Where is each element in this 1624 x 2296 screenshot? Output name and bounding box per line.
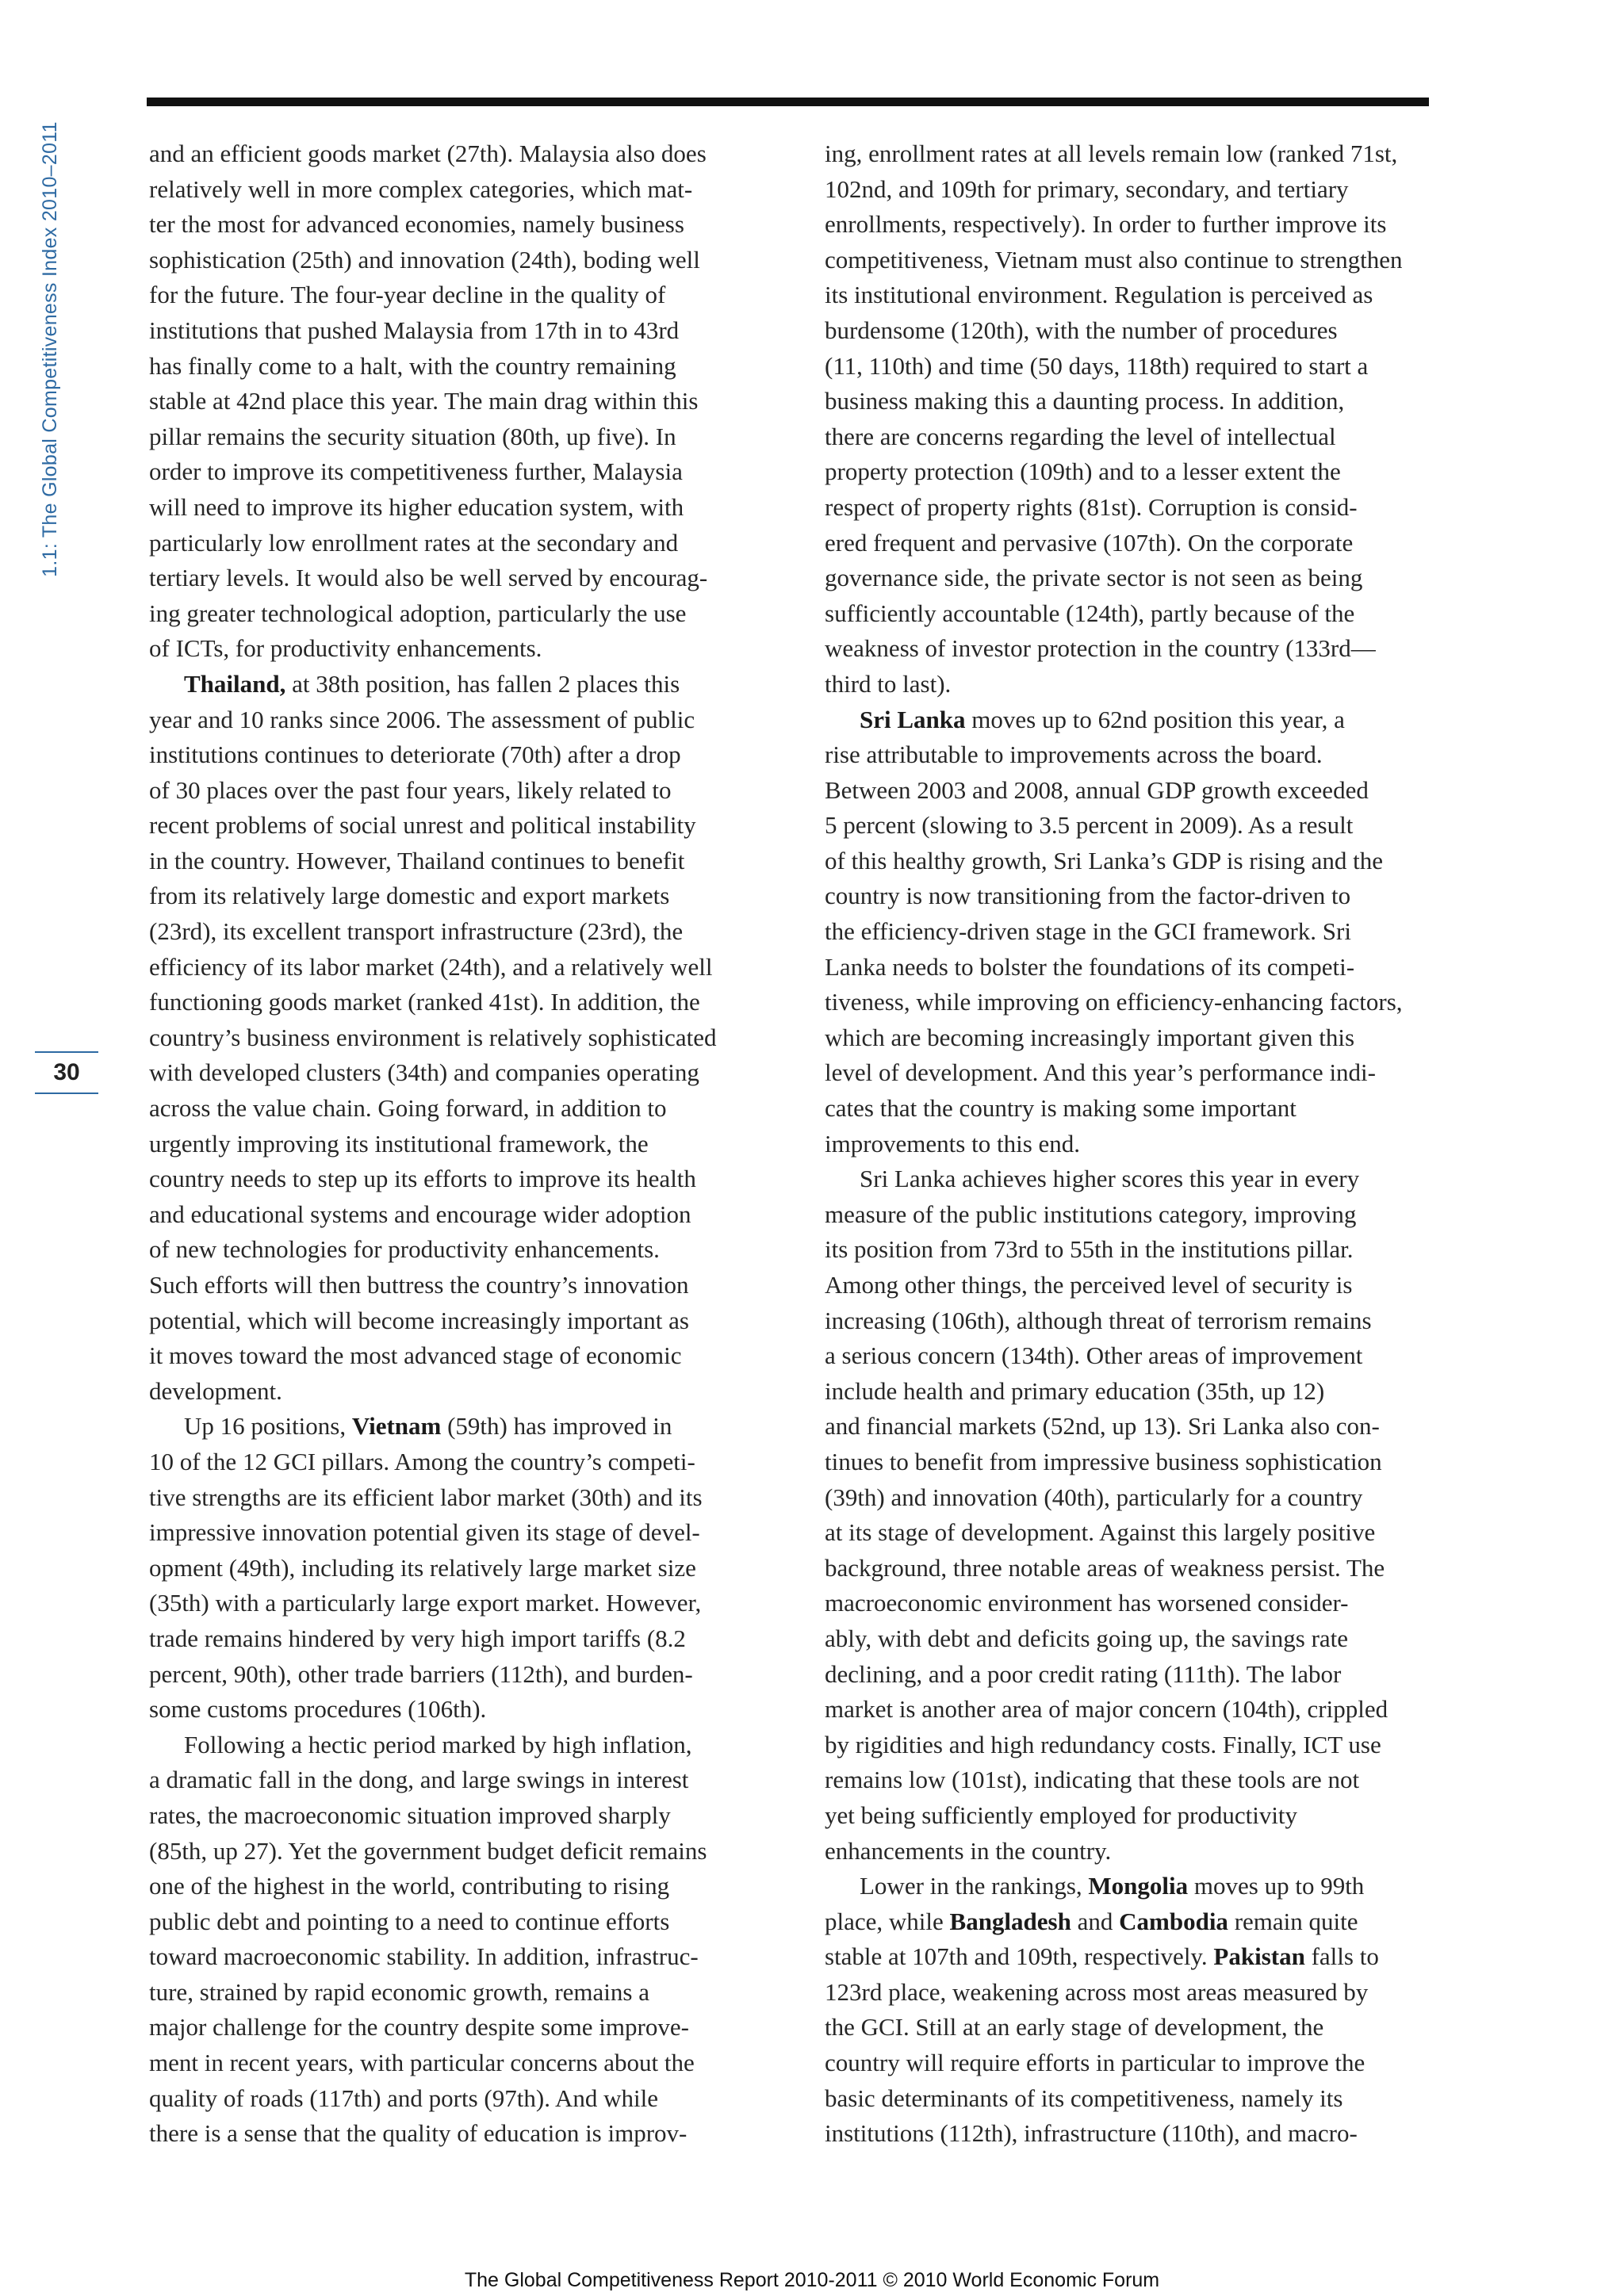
text-segment: Lanka needs to bolster the foundations of its competi- bbox=[825, 952, 1355, 981]
copyright-footer: The Global Competitiveness Report 2010-2011 © 2010 World Economic Forum bbox=[464, 2269, 1160, 2291]
text-segment: remain quite bbox=[1228, 1907, 1358, 1935]
text-segment: 123rd place, weakening across most areas measured by bbox=[825, 1977, 1369, 2006]
text-segment: tertiary levels. It would also be well served by encourag- bbox=[149, 564, 708, 592]
text-line bbox=[149, 1515, 776, 1551]
text-line bbox=[825, 1904, 1451, 1940]
text-segment: 102nd, and 109th for primary, secondary, and tertiary bbox=[825, 174, 1349, 203]
text-segment: in the country. However, Thailand continues to benefit bbox=[149, 846, 685, 874]
text-segment: Between 2003 and 2008, annual GDP growth exceeded bbox=[825, 775, 1369, 804]
text-line bbox=[825, 844, 1451, 879]
text-line bbox=[149, 844, 776, 879]
text-segment: of new technologies for productivity enhancements. bbox=[149, 1235, 660, 1264]
text-line bbox=[149, 2116, 776, 2152]
text-line bbox=[149, 808, 776, 844]
text-line bbox=[149, 1939, 776, 1975]
text-line bbox=[149, 985, 776, 1020]
text-line bbox=[825, 526, 1451, 561]
text-line bbox=[825, 1975, 1451, 2011]
text-line bbox=[149, 349, 776, 385]
text-segment: functioning goods market (ranked 41st). In addition, the bbox=[149, 988, 700, 1016]
text-segment: property protection (109th) and to a lesser extent the bbox=[825, 457, 1341, 486]
text-line bbox=[149, 878, 776, 914]
text-segment: recent problems of social unrest and political instability bbox=[149, 811, 696, 840]
text-segment: ture, strained by rapid economic growth, remains a bbox=[149, 1977, 649, 2006]
text-line bbox=[149, 631, 776, 667]
text-line bbox=[149, 1480, 776, 1516]
text-line bbox=[149, 384, 776, 419]
text-segment: Such efforts will then buttress the country’s innovation bbox=[149, 1271, 689, 1299]
text-line bbox=[825, 1338, 1451, 1374]
text-line bbox=[149, 1303, 776, 1339]
text-segment: country’s business environment is relatively sophisticated bbox=[149, 1023, 717, 1051]
text-line bbox=[825, 631, 1451, 667]
text-line bbox=[825, 596, 1451, 632]
text-line bbox=[149, 1692, 776, 1728]
text-segment: of ICTs, for productivity enhancements. bbox=[149, 634, 542, 663]
text-line bbox=[149, 914, 776, 950]
text-line bbox=[825, 1020, 1451, 1056]
bold-country-name: Thailand, bbox=[184, 669, 286, 698]
text-segment: institutions (112th), infrastructure (110th), and macro- bbox=[825, 2119, 1358, 2148]
text-segment: enhancements in the country. bbox=[825, 1836, 1112, 1865]
text-segment: at 38th position, has fallen 2 places this bbox=[285, 669, 680, 698]
text-line bbox=[149, 419, 776, 455]
text-segment: from its relatively large domestic and export markets bbox=[149, 882, 670, 910]
text-segment: basic determinants of its competitiveness, namely its bbox=[825, 2084, 1343, 2112]
text-segment: and financial markets (52nd, up 13). Sri Lanka also con- bbox=[825, 1412, 1380, 1441]
top-rule bbox=[147, 98, 1429, 106]
text-segment: stable at 107th and 109th, respectively. bbox=[825, 1942, 1214, 1971]
text-line bbox=[825, 1055, 1451, 1091]
text-line bbox=[825, 808, 1451, 844]
text-line bbox=[825, 207, 1451, 243]
text-segment: the GCI. Still at an early stage of development, the bbox=[825, 2013, 1324, 2042]
bold-country-name: Sri Lanka bbox=[860, 705, 966, 733]
text-segment: ment in recent years, with particular concerns about the bbox=[149, 2049, 695, 2077]
left-column bbox=[149, 136, 776, 2152]
text-line bbox=[825, 1657, 1451, 1693]
text-line bbox=[825, 914, 1451, 950]
text-line bbox=[149, 561, 776, 596]
text-segment: impressive innovation potential given its stage of devel- bbox=[149, 1518, 700, 1547]
text-segment: improvements to this end. bbox=[825, 1129, 1081, 1158]
text-line bbox=[149, 2081, 776, 2117]
text-line bbox=[825, 349, 1451, 385]
text-segment: Lower in the rankings, bbox=[860, 1872, 1089, 1900]
bold-country-name: Bangladesh bbox=[949, 1907, 1071, 1935]
text-line bbox=[825, 1161, 1451, 1197]
text-segment: sufficiently accountable (124th), partly because of the bbox=[825, 599, 1355, 627]
text-line bbox=[825, 985, 1451, 1020]
text-line bbox=[825, 1834, 1451, 1869]
text-line bbox=[825, 1445, 1451, 1480]
text-line bbox=[149, 526, 776, 561]
text-segment: and an efficient goods market (27th). Malaysia also does bbox=[149, 140, 707, 167]
text-segment: trade remains hindered by very high import tariffs (8.2 bbox=[149, 1624, 686, 1652]
text-line bbox=[149, 1657, 776, 1693]
text-segment: percent, 90th), other trade barriers (112th), and burden- bbox=[149, 1659, 693, 1688]
text-line bbox=[825, 1197, 1451, 1233]
text-segment: enrollments, respectively). In order to further improve its bbox=[825, 210, 1387, 239]
text-line bbox=[149, 1869, 776, 1904]
text-segment: remains low (101st), indicating that these tools are not bbox=[825, 1766, 1360, 1794]
text-segment: rates, the macroeconomic situation improved sharply bbox=[149, 1800, 671, 1829]
text-segment: institutions that pushed Malaysia from 17th in to 43rd bbox=[149, 316, 680, 344]
text-segment: urgently improving its institutional framework, the bbox=[149, 1129, 649, 1158]
text-segment: measure of the public institutions category, improving bbox=[825, 1200, 1357, 1228]
text-segment: sophistication (25th) and innovation (24th), boding well bbox=[149, 245, 700, 274]
text-segment: yet being sufficiently employed for productivity bbox=[825, 1800, 1298, 1829]
text-segment: place, while bbox=[825, 1907, 950, 1935]
text-line bbox=[149, 1338, 776, 1374]
text-segment: development. bbox=[149, 1376, 282, 1405]
text-segment: governance side, the private sector is not seen as being bbox=[825, 564, 1363, 592]
text-line bbox=[149, 243, 776, 278]
text-segment: weakness of investor protection in the country (133rd— bbox=[825, 634, 1376, 663]
text-segment: level of development. And this year’s performance indi- bbox=[825, 1058, 1376, 1087]
bold-country-name: Vietnam bbox=[351, 1412, 442, 1441]
text-line bbox=[149, 1728, 776, 1763]
text-segment: (39th) and innovation (40th), particularly for a country bbox=[825, 1483, 1363, 1511]
text-segment: there is a sense that the quality of education is improv- bbox=[149, 2119, 688, 2148]
text-segment: pillar remains the security situation (80th, up five). In bbox=[149, 422, 676, 450]
text-line bbox=[149, 1020, 776, 1056]
text-segment: country is now transitioning from the factor-driven to bbox=[825, 882, 1351, 910]
text-line bbox=[825, 773, 1451, 809]
text-segment: quality of roads (117th) and ports (97th). And while bbox=[149, 2084, 658, 2112]
text-segment: (85th, up 27). Yet the government budget deficit remains bbox=[149, 1836, 707, 1865]
bold-country-name: Pakistan bbox=[1213, 1942, 1305, 1971]
text-line bbox=[149, 1762, 776, 1798]
bold-country-name: Mongolia bbox=[1088, 1872, 1189, 1900]
text-line bbox=[825, 1374, 1451, 1410]
text-line bbox=[825, 737, 1451, 773]
text-line bbox=[825, 1621, 1451, 1657]
text-line bbox=[149, 1161, 776, 1197]
text-segment: across the value chain. Going forward, in addition to bbox=[149, 1094, 667, 1123]
text-line bbox=[825, 667, 1451, 702]
text-segment: tiveness, while improving on efficiency-enhancing factors, bbox=[825, 988, 1403, 1016]
text-segment: moves up to 99th bbox=[1188, 1872, 1365, 1900]
text-segment: market is another area of major concern (104th), crippled bbox=[825, 1695, 1388, 1724]
text-segment: toward macroeconomic stability. In addition, infrastruc- bbox=[149, 1942, 699, 1971]
text-line bbox=[825, 277, 1451, 313]
text-line bbox=[825, 172, 1451, 208]
text-line bbox=[825, 2010, 1451, 2045]
text-line bbox=[825, 454, 1451, 490]
text-line bbox=[149, 596, 776, 632]
text-segment: Sri Lanka achieves higher scores this year in every bbox=[860, 1165, 1360, 1193]
text-line bbox=[149, 2010, 776, 2045]
text-line bbox=[825, 950, 1451, 985]
text-segment: public debt and pointing to a need to continue efforts bbox=[149, 1907, 670, 1935]
text-line bbox=[149, 950, 776, 985]
text-line bbox=[149, 2045, 776, 2081]
text-line bbox=[149, 1232, 776, 1268]
text-segment: and educational systems and encourage wider adoption bbox=[149, 1200, 691, 1228]
text-segment: by rigidities and high redundancy costs. Finally, ICT use bbox=[825, 1730, 1381, 1758]
text-line bbox=[149, 313, 776, 349]
text-segment: one of the highest in the world, contributing to rising bbox=[149, 1872, 670, 1900]
text-line bbox=[149, 1127, 776, 1162]
text-segment: opment (49th), including its relatively large market size bbox=[149, 1553, 696, 1582]
text-segment: has finally come to a halt, with the country remaining bbox=[149, 351, 676, 380]
text-line bbox=[149, 1055, 776, 1091]
bold-country-name: Cambodia bbox=[1119, 1907, 1228, 1935]
text-line bbox=[825, 1091, 1451, 1127]
text-line bbox=[149, 490, 776, 526]
text-line bbox=[825, 1127, 1451, 1162]
text-segment: ter the most for advanced economies, namely business bbox=[149, 210, 684, 239]
text-segment: with developed clusters (34th) and companies operating bbox=[149, 1058, 699, 1087]
text-line bbox=[149, 1551, 776, 1586]
text-segment: competitiveness, Vietnam must also continue to strengthen bbox=[825, 245, 1403, 274]
text-line bbox=[825, 1869, 1451, 1904]
text-line bbox=[825, 1692, 1451, 1728]
text-segment: country needs to step up its efforts to improve its health bbox=[149, 1165, 696, 1193]
text-line bbox=[825, 384, 1451, 419]
text-line bbox=[149, 773, 776, 809]
text-line bbox=[149, 702, 776, 738]
text-segment: (23rd), its excellent transport infrastructure (23rd), the bbox=[149, 917, 684, 946]
text-line bbox=[149, 1798, 776, 1834]
text-line bbox=[149, 1621, 776, 1657]
text-line bbox=[825, 243, 1451, 278]
text-line bbox=[149, 454, 776, 490]
text-segment: macroeconomic environment has worsened consider- bbox=[825, 1589, 1349, 1617]
text-segment: third to last). bbox=[825, 669, 952, 698]
text-segment: country will require efforts in particular to improve the bbox=[825, 2049, 1365, 2077]
text-segment: (59th) has improved in bbox=[441, 1412, 672, 1441]
text-line bbox=[149, 1409, 776, 1445]
text-segment: will need to improve its higher education system, with bbox=[149, 492, 684, 521]
page-number: 30 bbox=[35, 1051, 98, 1094]
text-line bbox=[149, 1586, 776, 1621]
text-line bbox=[149, 737, 776, 773]
text-segment: include health and primary education (35th, up 12) bbox=[825, 1376, 1325, 1405]
text-segment: its institutional environment. Regulation is perceived as bbox=[825, 281, 1373, 309]
text-segment: major challenge for the country despite some improve- bbox=[149, 2013, 689, 2042]
text-segment: tive strengths are its efficient labor market (30th) and its bbox=[149, 1483, 703, 1511]
text-segment: there are concerns regarding the level of intellectual bbox=[825, 422, 1336, 450]
text-segment: Following a hectic period marked by high inflation, bbox=[184, 1730, 692, 1758]
text-line bbox=[825, 1762, 1451, 1798]
text-line bbox=[825, 2045, 1451, 2081]
text-line bbox=[825, 2081, 1451, 2117]
running-head-text: 1.1: The Global Competitiveness Index 2010–2011 bbox=[38, 121, 61, 577]
text-line bbox=[825, 1728, 1451, 1763]
text-segment: at its stage of development. Against this largely positive bbox=[825, 1518, 1376, 1547]
text-line bbox=[149, 1975, 776, 2011]
text-line bbox=[825, 878, 1451, 914]
text-line bbox=[825, 561, 1451, 596]
text-line bbox=[825, 1515, 1451, 1551]
text-line bbox=[825, 1586, 1451, 1621]
text-line bbox=[149, 1445, 776, 1480]
text-line bbox=[825, 2116, 1451, 2152]
text-segment: the efficiency-driven stage in the GCI framework. Sri bbox=[825, 917, 1351, 946]
text-segment: a serious concern (134th). Other areas of improvement bbox=[825, 1341, 1363, 1370]
text-segment: falls to bbox=[1304, 1942, 1379, 1971]
text-line bbox=[825, 313, 1451, 349]
text-segment: Among other things, the perceived level of security is bbox=[825, 1271, 1353, 1299]
text-line bbox=[825, 490, 1451, 526]
text-segment: (11, 110th) and time (50 days, 118th) required to start a bbox=[825, 351, 1369, 380]
text-line bbox=[149, 172, 776, 208]
text-line bbox=[825, 1409, 1451, 1445]
text-line bbox=[149, 1374, 776, 1410]
text-segment: which are becoming increasingly important given this bbox=[825, 1023, 1355, 1051]
text-line bbox=[825, 136, 1451, 172]
text-segment: stable at 42nd place this year. The main drag within this bbox=[149, 387, 699, 415]
text-segment: ered frequent and pervasive (107th). On the corporate bbox=[825, 528, 1354, 557]
text-segment: some customs procedures (106th). bbox=[149, 1695, 487, 1724]
text-segment: 10 of the 12 GCI pillars. Among the country’s competi- bbox=[149, 1447, 695, 1475]
text-line bbox=[149, 136, 776, 172]
text-segment: it moves toward the most advanced stage of economic bbox=[149, 1341, 682, 1370]
text-line bbox=[825, 1939, 1451, 1975]
text-segment: a dramatic fall in the dong, and large swings in interest bbox=[149, 1766, 689, 1794]
text-segment: ably, with debt and deficits going up, the savings rate bbox=[825, 1624, 1349, 1652]
text-segment: its position from 73rd to 55th in the institutions pillar. bbox=[825, 1235, 1354, 1264]
text-segment: efficiency of its labor market (24th), and a relatively well bbox=[149, 952, 713, 981]
text-segment: of this healthy growth, Sri Lanka’s GDP is rising and the bbox=[825, 846, 1384, 874]
text-line bbox=[825, 702, 1451, 738]
text-segment: declining, and a poor credit rating (111th). The labor bbox=[825, 1659, 1342, 1688]
text-segment: ing greater technological adoption, particularly the use bbox=[149, 599, 687, 627]
text-segment: Up 16 positions, bbox=[184, 1412, 352, 1441]
text-line bbox=[149, 1268, 776, 1303]
text-segment: relatively well in more complex categories, which mat- bbox=[149, 174, 693, 203]
text-line bbox=[149, 1904, 776, 1940]
text-line bbox=[825, 1480, 1451, 1516]
text-line bbox=[149, 1091, 776, 1127]
text-segment: and bbox=[1071, 1907, 1120, 1935]
text-segment: moves up to 62nd position this year, a bbox=[965, 705, 1345, 733]
text-line bbox=[825, 1268, 1451, 1303]
text-segment: year and 10 ranks since 2006. The assessment of public bbox=[149, 705, 695, 733]
text-segment: increasing (106th), although threat of terrorism remains bbox=[825, 1306, 1372, 1334]
text-segment: order to improve its competitiveness further, Malaysia bbox=[149, 457, 683, 486]
text-line bbox=[149, 667, 776, 702]
text-line bbox=[149, 1834, 776, 1869]
text-segment: tinues to benefit from impressive business sophistication bbox=[825, 1447, 1382, 1475]
text-segment: business making this a daunting process. In addition, bbox=[825, 387, 1345, 415]
text-line bbox=[825, 1551, 1451, 1586]
text-line bbox=[149, 207, 776, 243]
text-segment: cates that the country is making some important bbox=[825, 1094, 1297, 1123]
text-segment: (35th) with a particularly large export market. However, bbox=[149, 1589, 702, 1617]
text-line bbox=[825, 419, 1451, 455]
text-line bbox=[825, 1303, 1451, 1339]
text-segment: ing, enrollment rates at all levels remain low (ranked 71st, bbox=[825, 140, 1398, 167]
right-column bbox=[825, 136, 1451, 2152]
text-segment: institutions continues to deteriorate (70th) after a drop bbox=[149, 740, 681, 769]
text-segment: of 30 places over the past four years, likely related to bbox=[149, 775, 672, 804]
text-segment: particularly low enrollment rates at the secondary and bbox=[149, 528, 679, 557]
running-head bbox=[35, 95, 65, 603]
text-segment: rise attributable to improvements across the board. bbox=[825, 740, 1323, 769]
text-segment: burdensome (120th), with the number of procedures bbox=[825, 316, 1338, 344]
text-line bbox=[825, 1798, 1451, 1834]
text-line bbox=[149, 1197, 776, 1233]
text-segment: respect of property rights (81st). Corruption is consid- bbox=[825, 492, 1358, 521]
text-segment: potential, which will become increasingly important as bbox=[149, 1306, 689, 1334]
text-line bbox=[149, 277, 776, 313]
text-segment: for the future. The four-year decline in the quality of bbox=[149, 281, 666, 309]
text-segment: 5 percent (slowing to 3.5 percent in 2009). As a result bbox=[825, 811, 1354, 840]
text-segment: background, three notable areas of weakness persist. The bbox=[825, 1553, 1385, 1582]
text-line bbox=[825, 1232, 1451, 1268]
